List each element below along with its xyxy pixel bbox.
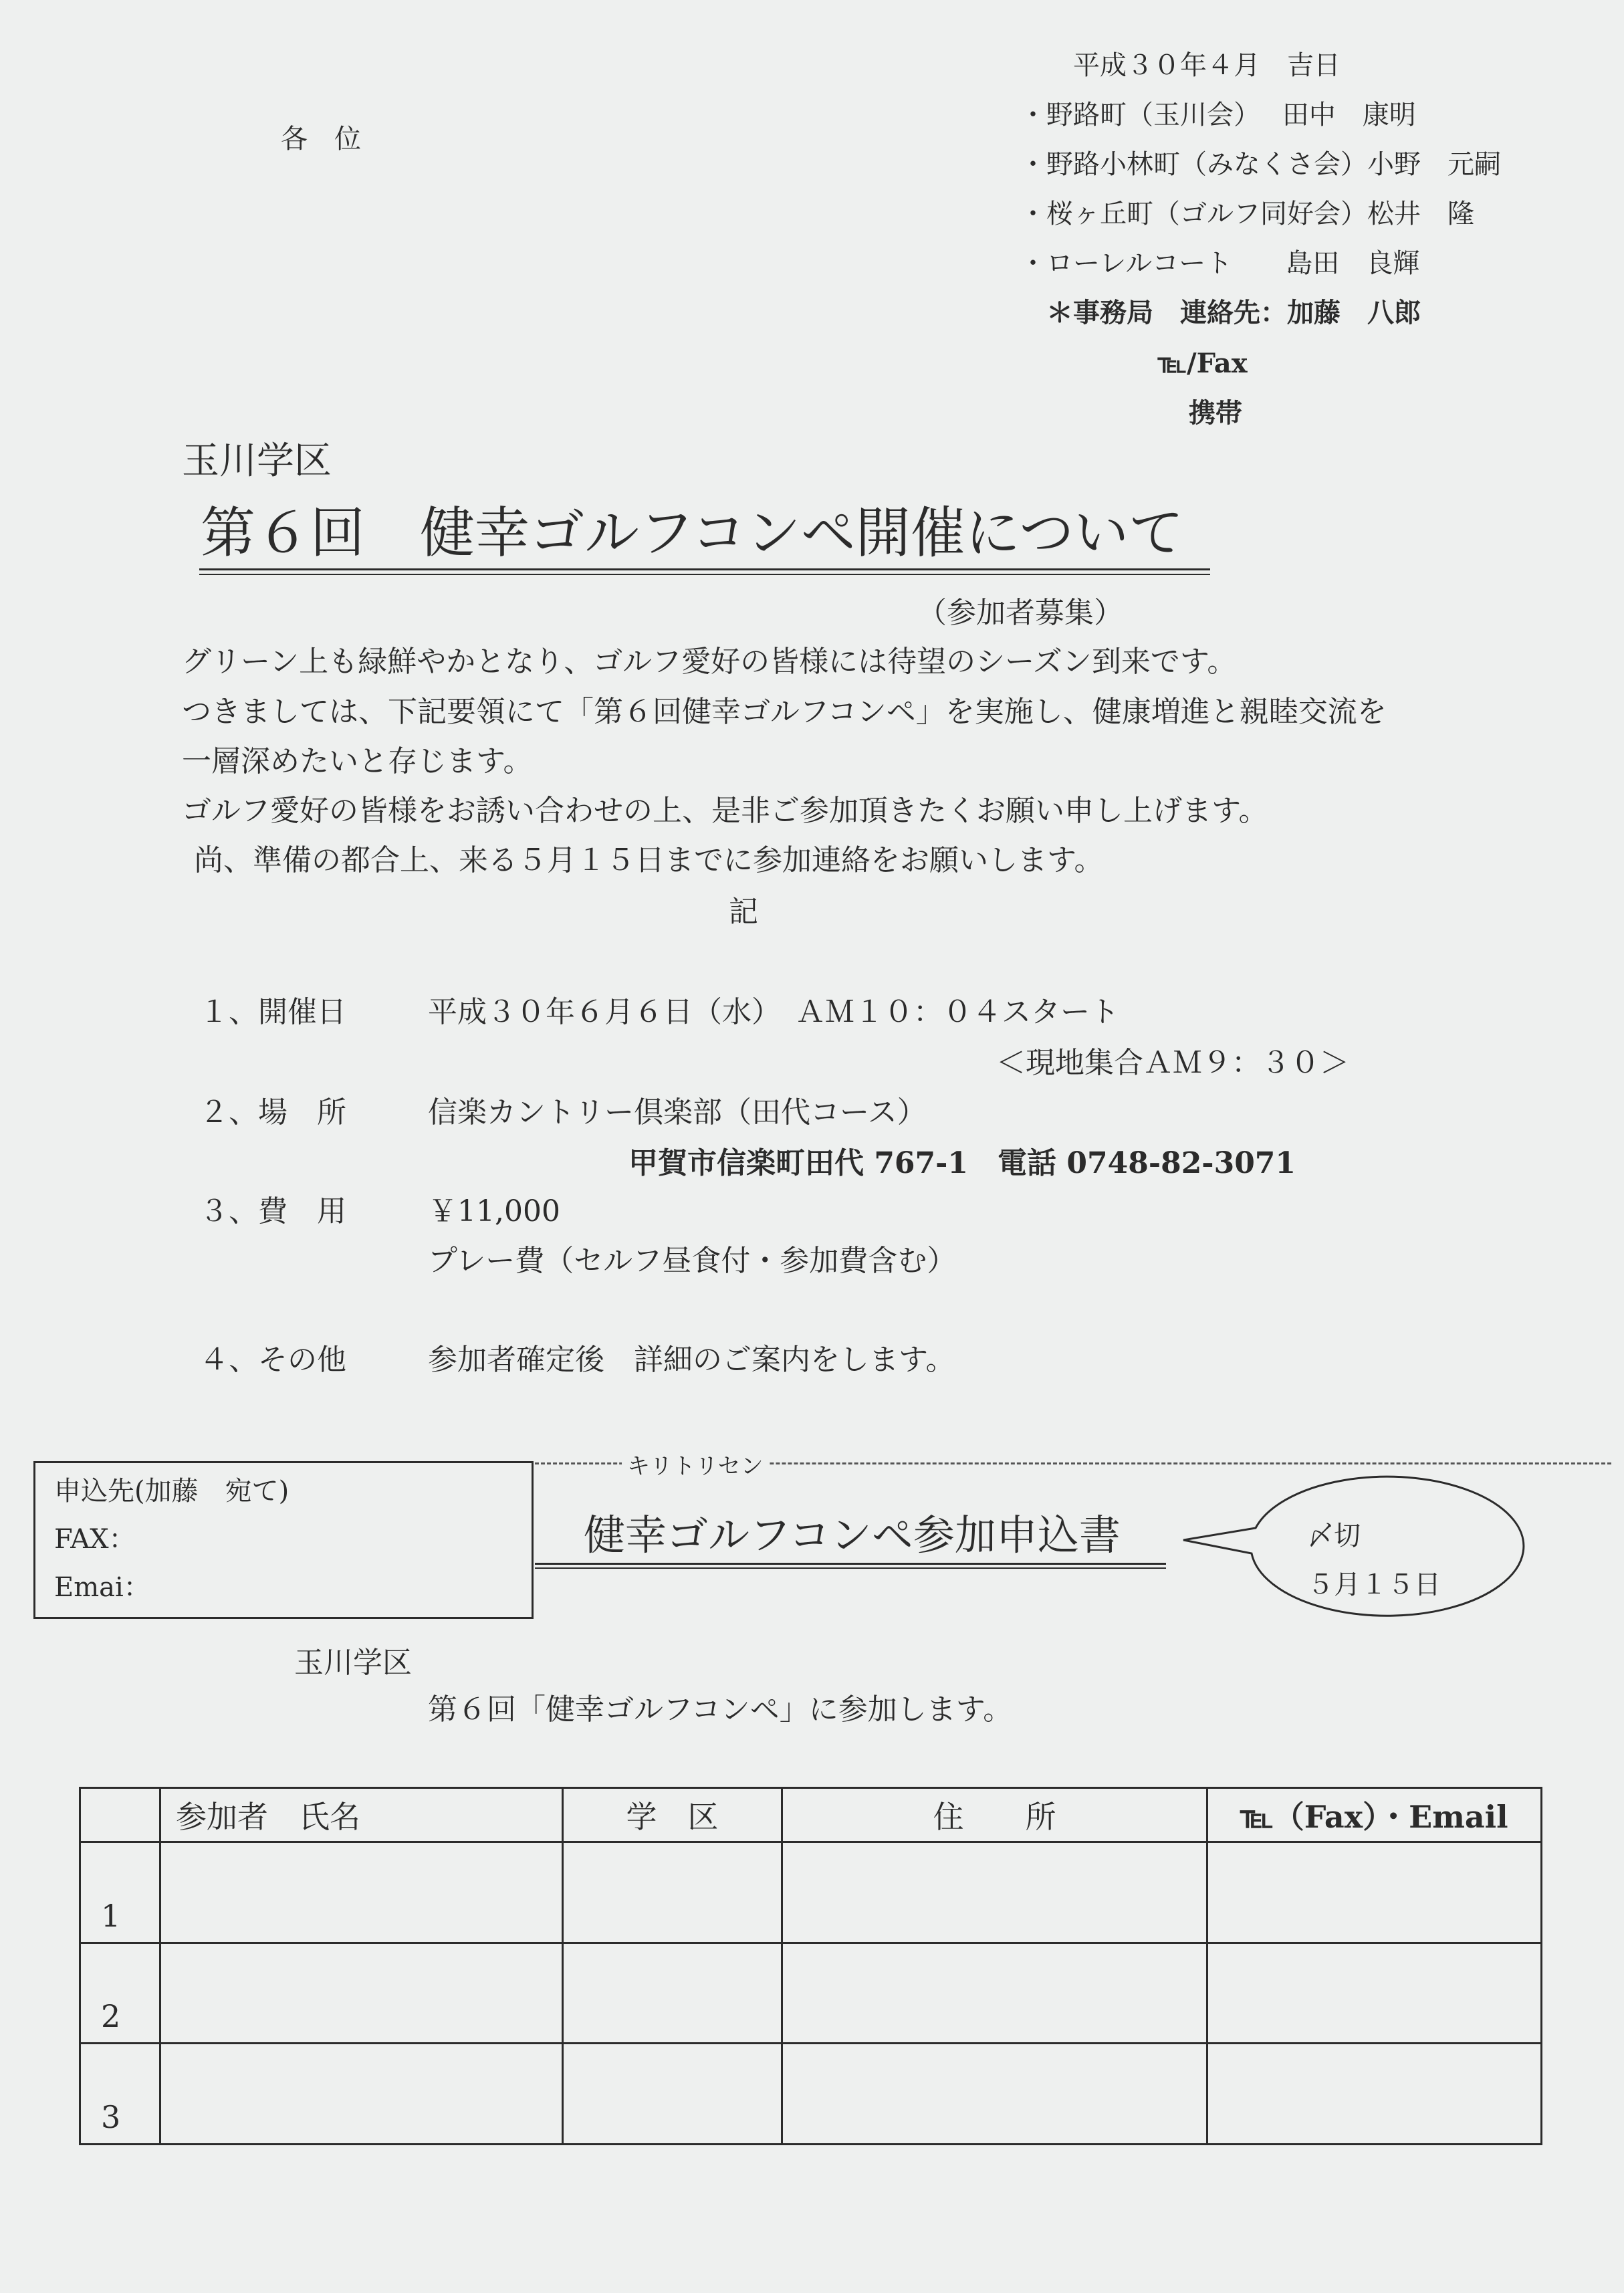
fee-value: ￥11,000 xyxy=(428,1194,560,1228)
place-label: ２、場 所 xyxy=(199,1095,346,1129)
form-title-underline xyxy=(535,1563,1166,1565)
district-cell[interactable] xyxy=(563,1842,782,1943)
column-header-district: 学 区 xyxy=(563,1788,782,1842)
contact-cell[interactable] xyxy=(1207,1842,1542,1943)
entry-table xyxy=(79,1787,1542,2145)
body-line-5: 尚、準備の都合上、来る５月１５日までに参加連絡をお願いします。 xyxy=(194,843,1104,877)
name-cell[interactable] xyxy=(160,2044,563,2145)
table-row xyxy=(80,2044,1542,2145)
fee-note: プレー費（セルフ昼食付・参加費含む） xyxy=(428,1244,957,1278)
district-cell[interactable] xyxy=(563,1943,782,2044)
row-number: 2 xyxy=(80,1943,160,2044)
page-title: 第６回 健幸ゴルフコンペ開催について xyxy=(201,502,1184,565)
title-underline xyxy=(199,568,1210,570)
office-contact: ＊事務局 連絡先：加藤 八郎 xyxy=(1046,297,1421,328)
deadline-date: ５月１５日 xyxy=(1307,1569,1441,1600)
form-title-underline-2 xyxy=(535,1567,1166,1569)
contact-cell[interactable] xyxy=(1207,2044,1542,2145)
other-label: ４、その他 xyxy=(199,1343,346,1377)
apply-to-box xyxy=(33,1461,534,1619)
organizer-4: ・ローレルコート 島田 良輝 xyxy=(1020,248,1420,279)
column-header-name-text: 参加者 氏名 xyxy=(176,1799,360,1835)
name-cell[interactable] xyxy=(160,1943,563,2044)
subtitle: （参加者募集） xyxy=(917,596,1123,630)
address-cell[interactable] xyxy=(782,2044,1207,2145)
title-underline-2 xyxy=(199,574,1210,575)
form-statement: 第６回「健幸ゴルフコンペ」に参加します。 xyxy=(428,1693,1013,1727)
date-label: １、開催日 xyxy=(199,995,346,1029)
other-value: 参加者確定後 詳細のご案内をします。 xyxy=(428,1343,955,1377)
apply-to-label: 申込先(加藤 宛て) xyxy=(54,1476,289,1507)
column-header-address: 住 所 xyxy=(782,1788,1207,1842)
fee-label: ３、費 用 xyxy=(199,1194,346,1228)
body-line-2: つきましては、下記要領にて「第６回健幸ゴルフコンペ」を実施し、健康増進と親睦交流を xyxy=(182,695,1387,729)
address-cell[interactable] xyxy=(782,1943,1207,2044)
cut-label: キリトリセン xyxy=(622,1448,769,1481)
table-row xyxy=(80,1943,1542,2044)
organizer-3: ・桜ヶ丘町（ゴルフ同好会）松井 隆 xyxy=(1020,199,1474,229)
fax-label: FAX： xyxy=(54,1524,136,1555)
body-line-1: グリーン上も緑鮮やかとなり、ゴルフ愛好の皆様には待望のシーズン到来です。 xyxy=(182,645,1237,679)
row-number: 3 xyxy=(80,2044,160,2145)
addressee: 各 位 xyxy=(281,124,361,154)
column-header-name xyxy=(160,1788,563,1842)
row-number: 1 xyxy=(80,1842,160,1943)
place-value: 信楽カントリー倶楽部（田代コース） xyxy=(428,1095,927,1129)
body-line-4: ゴルフ愛好の皆様をお誘い合わせの上、是非ご参加頂きたくお願い申し上げます。 xyxy=(182,794,1268,828)
date-value: 平成３０年６月６日（水） ＡＭ１０：０４スタート xyxy=(428,995,1119,1029)
mobile-label: 携帯 xyxy=(1189,397,1242,429)
table-header-row xyxy=(80,1788,1542,1842)
table-row xyxy=(80,1842,1542,1943)
form-district: 玉川学区 xyxy=(294,1646,412,1680)
ki-label: 記 xyxy=(729,895,758,929)
district-label: 玉川学区 xyxy=(182,439,332,483)
column-header-contact: ℡（Fax）・Email xyxy=(1207,1788,1542,1842)
name-cell[interactable] xyxy=(160,1842,563,1943)
address-cell[interactable] xyxy=(782,1842,1207,1943)
organizer-2: ・野路小林町（みなくさ会）小野 元嗣 xyxy=(1020,149,1501,180)
district-cell[interactable] xyxy=(563,2044,782,2145)
column-header-number xyxy=(80,1788,160,1842)
form-title: 健幸ゴルフコンペ参加申込書 xyxy=(584,1511,1121,1559)
email-label: Emai： xyxy=(54,1572,150,1603)
issue-date: 平成３０年４月 吉日 xyxy=(1073,50,1341,81)
gather-time: ＜現地集合ＡＭ９：３０＞ xyxy=(996,1046,1349,1080)
tel-fax-label: ℡/Fax xyxy=(1158,348,1248,379)
body-line-3: 一層深めたいと存じます。 xyxy=(182,744,533,778)
place-address: 甲賀市信楽町田代 767-1 電話 0748-82-3071 xyxy=(628,1146,1296,1180)
deadline-label: 〆切 xyxy=(1307,1521,1361,1551)
contact-cell[interactable] xyxy=(1207,1943,1542,2044)
organizer-1: ・野路町（玉川会） 田中 康明 xyxy=(1020,100,1416,130)
